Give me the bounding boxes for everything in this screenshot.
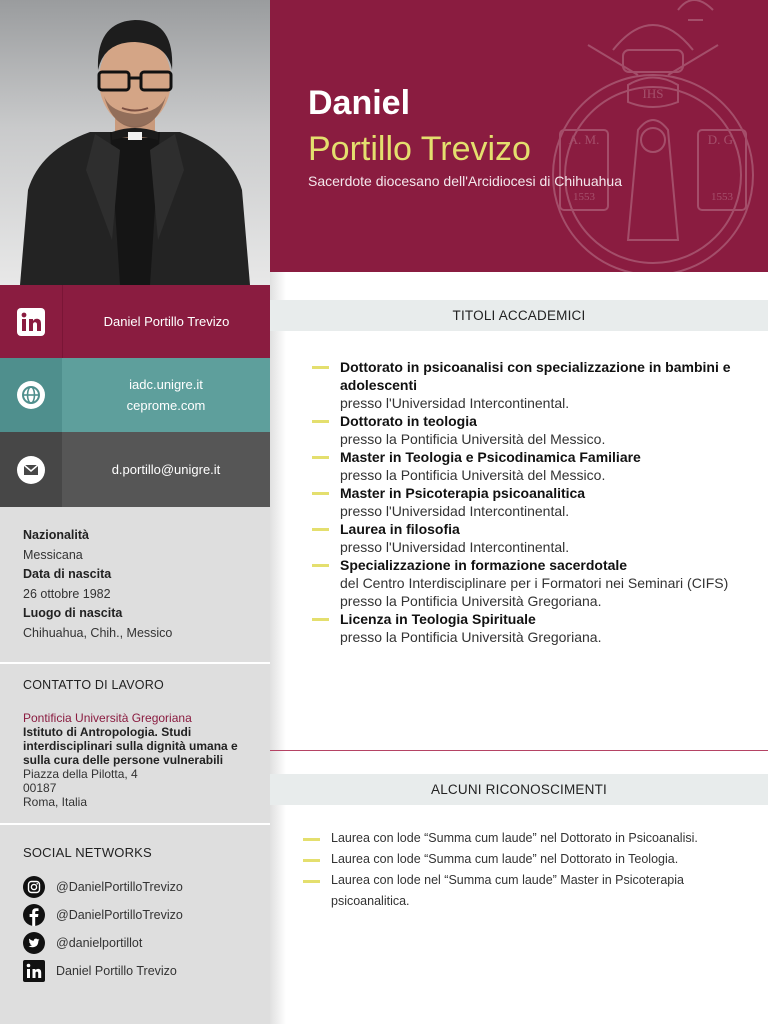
birthplace-value: Chihuahua, Chih., Messico — [23, 625, 173, 640]
list-item — [303, 828, 753, 849]
nationality-label: Nazionalità — [23, 528, 89, 542]
work-contact-title: CONTATTO DI LAVORO — [23, 678, 164, 692]
header-banner — [270, 0, 768, 272]
seal-text: A. M. — [568, 132, 600, 147]
work-contact-section — [23, 678, 258, 809]
instagram-handle[interactable]: @DanielPortilloTrevizo — [56, 880, 183, 894]
degree-institution: presso la Pontificia Università Gregoriana. — [340, 629, 602, 645]
seal-text: D. G. — [707, 132, 737, 147]
award-text: Laurea con lode “Summa cum laude” nel Dottorato in Teologia. — [331, 852, 679, 866]
academic-titles-heading: TITOLI ACCADEMICI — [270, 300, 768, 331]
personal-info — [23, 526, 253, 643]
degree-institution: presso la Pontificia Università del Messico. — [340, 431, 606, 447]
bullet-dash — [312, 456, 329, 459]
bullet-dash — [303, 880, 320, 883]
academic-titles-list — [312, 358, 752, 646]
linkedin-contact-label[interactable]: Daniel Portillo Trevizo — [103, 314, 230, 329]
birthdate-label: Data di nascita — [23, 567, 112, 581]
university-seal-watermark — [528, 0, 768, 272]
work-address — [23, 767, 258, 809]
sidebar-divider — [0, 823, 270, 825]
column-shadow — [270, 272, 286, 1024]
twitter-icon — [23, 932, 45, 954]
degree-name: Laurea in filosofia — [340, 521, 460, 537]
degree-name: Master in Psicoterapia psicoanalitica — [340, 485, 586, 501]
website-contact-row — [0, 358, 270, 432]
sidebar — [0, 0, 270, 1024]
website-link-2[interactable]: ceprome.com — [126, 398, 206, 413]
role-subtitle: Sacerdote diocesano dell'Arcidiocesi di Chihuahua — [308, 173, 622, 189]
bullet-dash — [303, 838, 320, 841]
bullet-dash — [303, 859, 320, 862]
last-name: Portillo Trevizo — [308, 130, 531, 168]
social-item-instagram[interactable] — [23, 873, 263, 901]
bullet-dash — [312, 420, 329, 423]
bullet-dash — [312, 618, 329, 621]
award-text: Laurea con lode nel “Summa cum laude” Master in Psicoterapia psicoanalitica. — [331, 873, 684, 908]
globe-icon — [17, 381, 45, 409]
linkedin-icon-cell — [0, 285, 62, 358]
social-item-facebook[interactable] — [23, 901, 263, 929]
list-item — [303, 849, 753, 870]
degree-name: Licenza in Teologia Spirituale — [340, 611, 536, 627]
degree-name: Master in Teologia e Psicodinamica Familiare — [340, 449, 641, 465]
bullet-dash — [312, 492, 329, 495]
bullet-dash — [312, 564, 329, 567]
degree-institution: presso l'Universidad Intercontinental. — [340, 395, 570, 411]
facebook-handle[interactable]: @DanielPortilloTrevizo — [56, 908, 183, 922]
list-item — [312, 358, 752, 412]
address-line: Roma, Italia — [23, 795, 88, 809]
degree-institution: presso l'Universidad Intercontinental. — [340, 539, 570, 555]
university-name: Pontificia Università Gregoriana — [23, 711, 192, 725]
seal-text: IHS — [642, 86, 664, 101]
institute-line: interdisciplinari sulla dignità umana e — [23, 739, 238, 753]
birthdate-value: 26 ottobre 1982 — [23, 586, 111, 601]
twitter-handle[interactable]: @danielportillot — [56, 936, 143, 950]
social-item-twitter[interactable] — [23, 929, 263, 957]
degree-institution: presso la Pontificia Università del Messico. — [340, 467, 606, 483]
list-item — [312, 484, 752, 520]
award-text: Laurea con lode “Summa cum laude” nel Dottorato in Psicoanalisi. — [331, 831, 698, 845]
email-link[interactable]: d.portillo@unigre.it — [111, 462, 221, 477]
social-networks-title: SOCIAL NETWORKS — [23, 845, 152, 860]
seal-year: 1553 — [573, 191, 595, 203]
awards-heading: ALCUNI RICONOSCIMENTI — [270, 774, 768, 805]
degree-name: Dottorato in psicoanalisi con specializzazione in bambini e adolescenti — [340, 359, 731, 393]
list-item — [312, 556, 752, 610]
degree-institution: del Centro Interdisciplinare per i Formatori nei Seminari (CIFS) presso la Pontificia Università Gregoriana. — [340, 575, 729, 609]
linkedin-icon — [23, 960, 45, 982]
seal-year: 1553 — [711, 191, 733, 203]
linkedin-handle[interactable]: Daniel Portillo Trevizo — [56, 964, 177, 978]
social-networks-section — [23, 845, 263, 985]
degree-name: Dottorato in teologia — [340, 413, 477, 429]
instagram-icon — [23, 876, 45, 898]
list-item — [312, 520, 752, 556]
linkedin-icon — [17, 308, 45, 336]
social-item-linkedin[interactable] — [23, 957, 263, 985]
list-item — [312, 610, 752, 646]
institute-name — [23, 725, 258, 767]
institute-line: Istituto di Antropologia. Studi — [23, 725, 192, 739]
nationality-value: Messicana — [23, 547, 83, 562]
globe-icon-cell — [0, 358, 62, 432]
degree-name: Specializzazione in formazione sacerdotale — [340, 557, 628, 573]
first-name: Daniel — [308, 84, 411, 122]
address-line: 00187 — [23, 781, 57, 795]
facebook-icon — [23, 904, 45, 926]
list-item — [312, 448, 752, 484]
institute-line: sulla cura delle persone vulnerabili — [23, 753, 224, 767]
sidebar-divider — [0, 662, 270, 664]
email-contact-row — [0, 432, 270, 507]
birthplace-label: Luogo di nascita — [23, 606, 123, 620]
degree-institution: presso l'Universidad Intercontinental. — [340, 503, 570, 519]
list-item — [312, 412, 752, 448]
website-link-1[interactable]: iadc.unigre.it — [129, 377, 203, 392]
linkedin-contact-row[interactable] — [0, 285, 270, 358]
awards-list — [303, 828, 753, 912]
envelope-icon-cell — [0, 432, 62, 507]
envelope-icon — [17, 456, 45, 484]
list-item — [303, 870, 753, 912]
address-line: Piazza della Pilotta, 4 — [23, 767, 138, 781]
section-divider — [270, 750, 768, 751]
bullet-dash — [312, 528, 329, 531]
bullet-dash — [312, 366, 329, 369]
profile-photo — [0, 0, 270, 285]
